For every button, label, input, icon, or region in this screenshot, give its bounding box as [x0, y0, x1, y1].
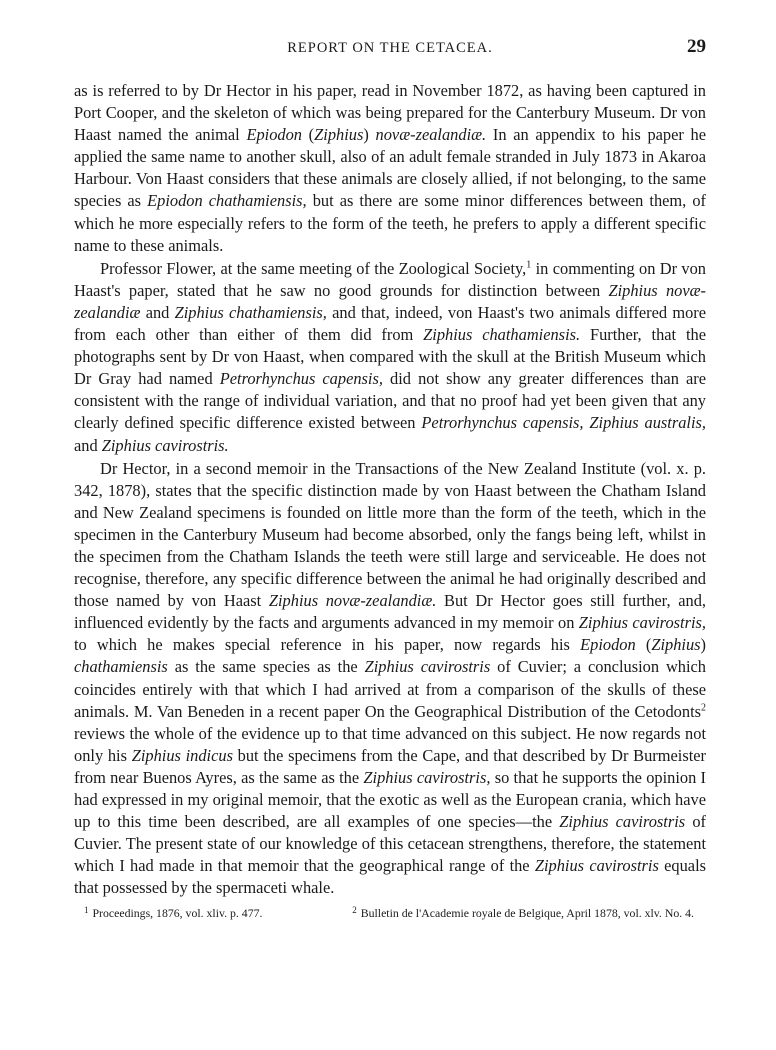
footnote-1-mark: 1 [84, 904, 89, 915]
italic-run: novæ-zealandiæ. [375, 125, 487, 145]
text-run: of Cuvier; a conclusion which coincides entirely with that which I had arrived at from a comparison of the skulls of these animals. M. Van Beneden in a recent paper On the Geographical Distribution of the Cetodonts [74, 657, 706, 721]
italic-run: Petrorhynchus capensis, [219, 369, 383, 389]
footnote-2 [352, 905, 694, 921]
text-run: as is referred to by Dr Hector in his paper, read in November 1872, as having been captured in Port Cooper, and the skeleton of which was being prepared for the Canterbury Museum. Dr von Haast named the animal [74, 81, 706, 145]
text-run: But Dr Hector goes still further, and, influenced evidently by the facts and arguments advanced in my memoir on [74, 591, 706, 633]
text-run: and that, indeed, von Haast's two animals differed more from each other than either of them did from [74, 302, 707, 345]
text-run: ) [700, 635, 706, 655]
footnote-ref: 1 [526, 259, 532, 271]
text-run: to which he makes special reference in his paper, now regards his [74, 635, 581, 655]
footnote-1-text: Proceedings, 1876, vol. xliv. p. 477. [92, 906, 263, 921]
text-run: ) [363, 125, 376, 145]
text-run: Professor Flower, at the same meeting of the Zoological Society, [100, 258, 527, 278]
page-header [74, 36, 706, 66]
footnote-2-text: Bulletin de l'Academie royale de Belgique, April 1878, vol. xlv. No. 4. [360, 906, 694, 921]
text-run: equals that possessed by the spermaceti whale. [74, 856, 707, 898]
page-number: 29 [687, 36, 706, 57]
italic-run: Ziphius chathamiensis, [174, 302, 327, 322]
text-run: but as there are some minor differences between them, of which he more especially refers to the form of the teeth, he prefers to apply a different specific name to these animals. [74, 191, 706, 255]
text-run: ( [635, 635, 652, 655]
italic-run: Epiodon [580, 635, 636, 655]
italic-run: Ziphius [651, 635, 701, 655]
italic-run: Ziphius indicus [131, 745, 233, 765]
italic-run: Ziphius [314, 125, 364, 145]
text-run: but the specimens from the Cape, and that described by Dr Burmeister from near Buenos Ayres, as the same as the [74, 745, 706, 787]
text-run: as the same species as the [167, 657, 365, 677]
text-run: In an appendix to his paper he applied the same name to another skull, also of an adult female stranded in July 1873 in Akaroa Harbour. Von Haast considers that these animals are closely allied, if not belonging, to the same species as [74, 125, 707, 211]
text-run: Dr Hector, in a second memoir in the Transactions of the New Zealand Institute (vol. x. p. 342, 1878), states that the specific distinction made by von Haast between the Chatham Island and New Zealand specimens is founded on little more than the form of the teeth, which in the specimen in the Canterbury Museum had become absorbed, only the fangs being left, whilst in the specimen from the Chatham Islands the teeth were still large and serviceable. He does not recognise, therefore, any specific difference between the animal he had originally described and those named by von Haast [74, 458, 706, 611]
text-run: in commenting on Dr von Haast's paper, stated that he saw no good grounds for distinction between [74, 258, 707, 300]
text-run: and [74, 435, 102, 455]
italic-run: Ziphius cavirostris, [578, 613, 706, 633]
footnotes [74, 905, 706, 921]
text-run: reviews the whole of the evidence up to that time advanced on this subject. He now regards not only his [74, 723, 706, 765]
italic-run: Epiodon [246, 125, 302, 145]
paragraph-3 [74, 458, 706, 900]
italic-run: Ziphius cavirostris. [101, 435, 229, 455]
text-run: so that he supports the opinion I had expressed in my original memoir, that the exotic as well as the European crania, which have up to this time been described, are all examples of one species—the [74, 767, 706, 832]
italic-run: Epiodon chathamiensis, [147, 191, 307, 211]
body-text [74, 80, 706, 899]
italic-run: Ziphius cavirostris [534, 856, 659, 876]
italic-run: Ziphius novæ-zealandiæ [74, 280, 707, 322]
text-run: Further, that the photographs sent by Dr von Haast, when compared with the skull at the British Museum which Dr Gray had named [74, 325, 706, 389]
document-page [74, 36, 706, 921]
italic-run: Ziphius cavirostris [559, 812, 686, 832]
italic-run: Ziphius chathamiensis. [423, 325, 581, 345]
italic-run: Ziphius cavirostris [364, 657, 491, 677]
text-run: and [140, 302, 175, 322]
italic-run: chathamiensis [74, 657, 168, 677]
footnote-2-mark: 2 [352, 904, 357, 915]
italic-run: Ziphius novæ-zealandiæ. [268, 591, 437, 611]
paragraph-2 [74, 258, 706, 457]
running-title: REPORT ON THE CETACEA. [287, 40, 493, 56]
text-run: of Cuvier. The present state of our knowledge of this cetacean strengthens, therefore, the statement which I had made in that memoir that the geographical range of the [74, 812, 706, 876]
text-run: ( [301, 125, 315, 145]
text-run: did not show any greater differences than are consistent with the range of individual variation, and that no proof had yet been given that any clearly defined specific difference existed between [74, 369, 706, 433]
italic-run: Petrorhynchus capensis, Ziphius australis, [421, 413, 706, 433]
footnote-1 [84, 905, 262, 921]
italic-run: Ziphius cavirostris, [363, 767, 491, 787]
footnote-ref: 2 [701, 702, 706, 714]
paragraph-1 [74, 80, 706, 257]
